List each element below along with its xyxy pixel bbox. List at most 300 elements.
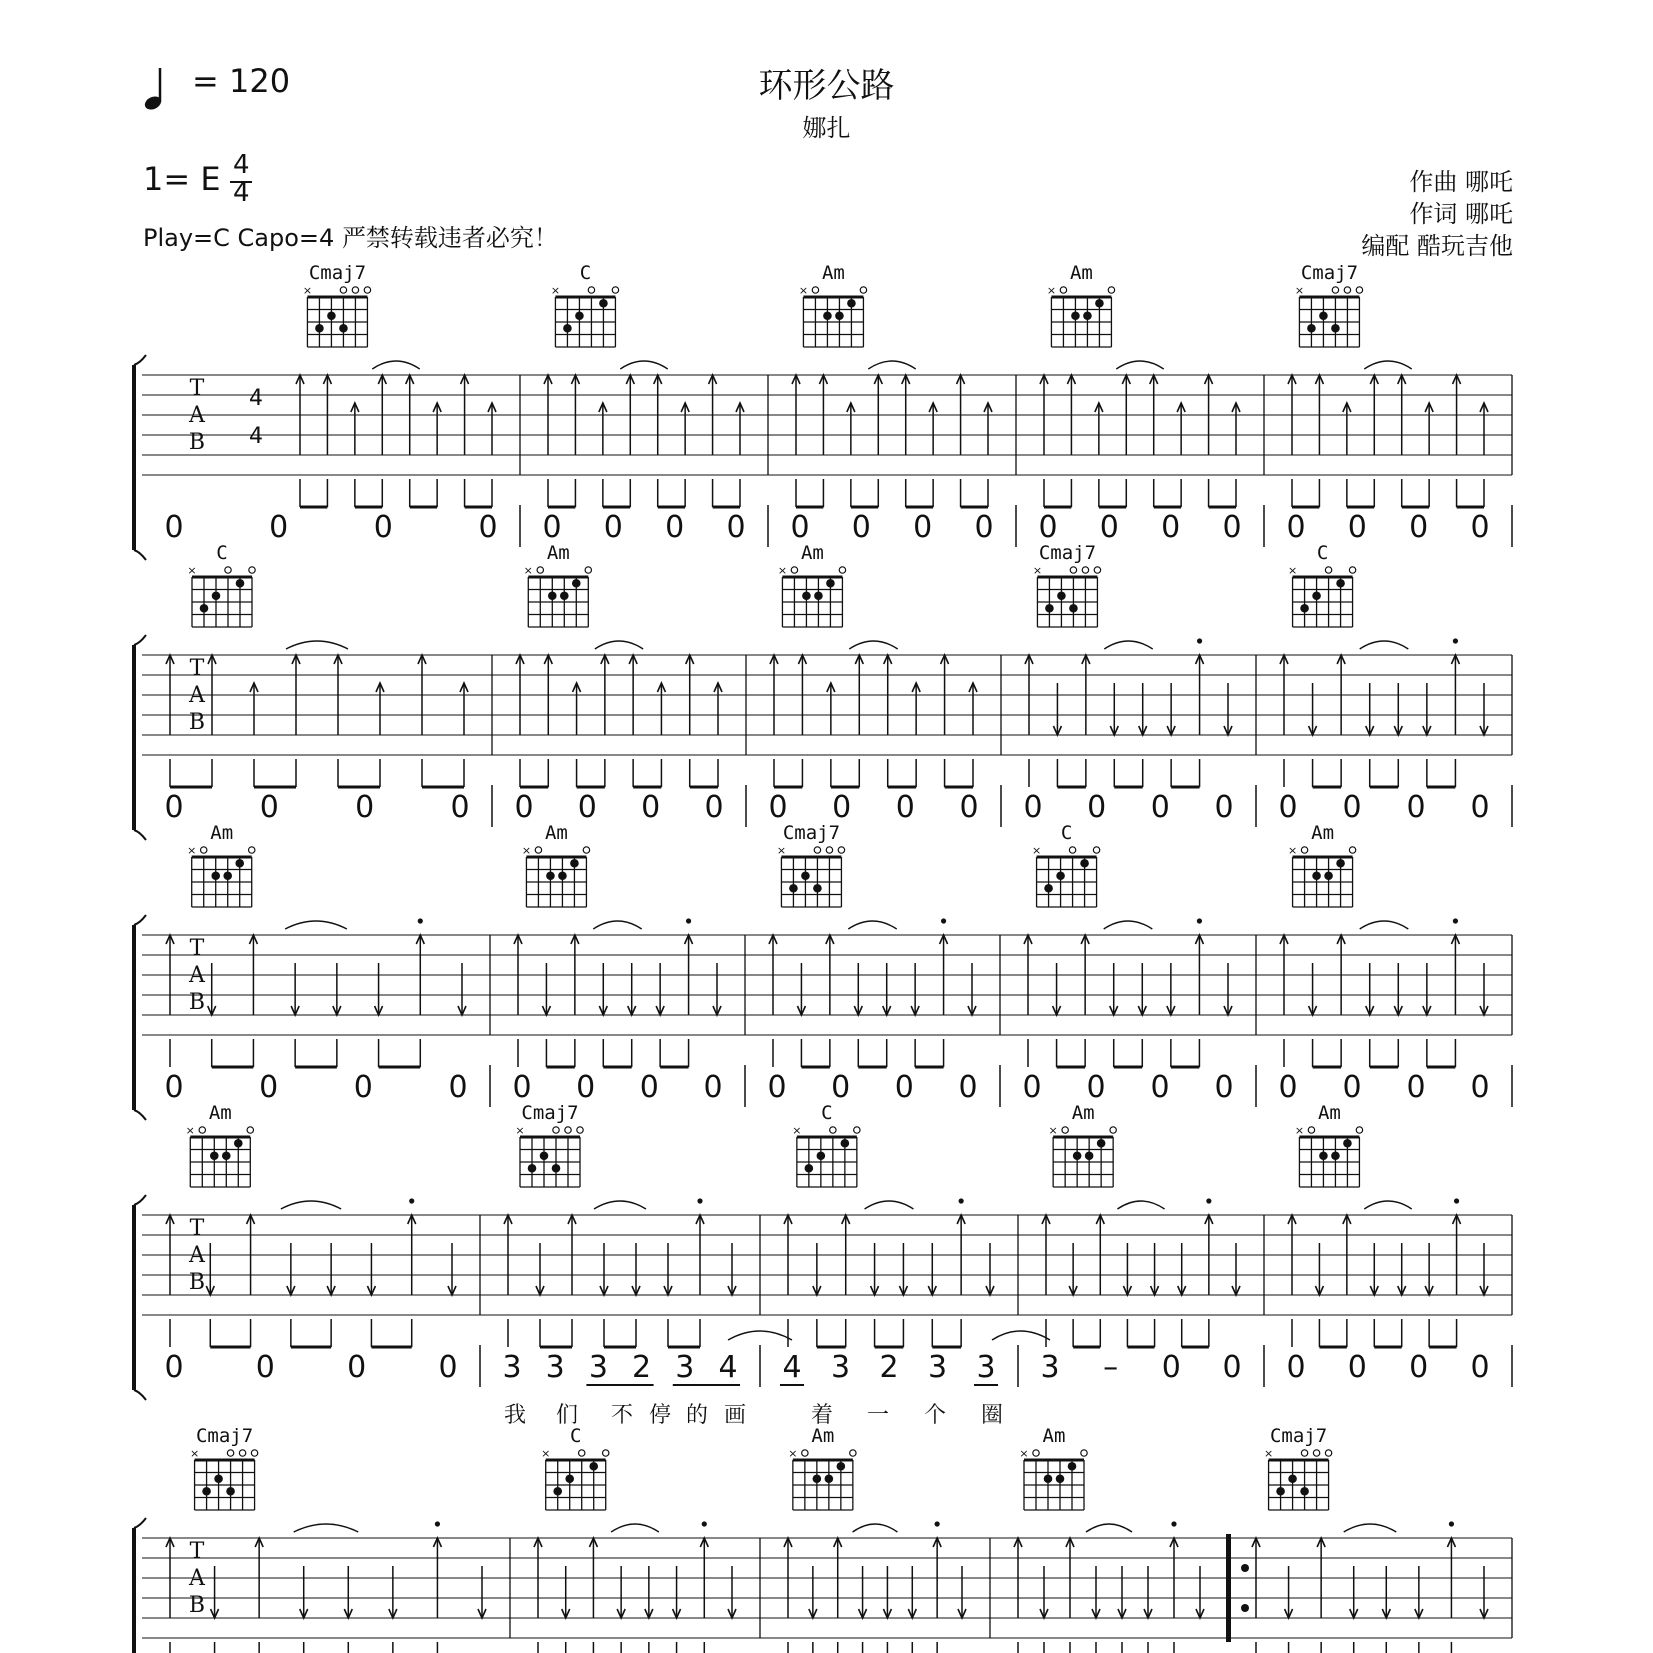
tie-arc: [848, 921, 896, 929]
jianpu-note-3-1-5: 4: [718, 1350, 738, 1385]
jianpu-note-3-1-0: 3: [502, 1350, 522, 1385]
finger-dot-icon: [570, 859, 579, 868]
chord-name-0-4: Cmaj7: [1300, 262, 1359, 284]
open-string-icon: [227, 1450, 233, 1456]
finger-dot-icon: [817, 1151, 826, 1160]
open-string-icon: [802, 1450, 808, 1456]
jianpu-note-2-2-0: 0: [767, 1070, 787, 1105]
tab-clef-letter: T: [189, 376, 205, 401]
finger-dot-icon: [1045, 604, 1054, 613]
mute-string-icon: ×: [788, 1447, 798, 1460]
staccato-dot-icon: [1197, 638, 1202, 643]
mute-string-icon: ×: [777, 564, 788, 577]
tab-clef-letter: B: [188, 710, 206, 735]
tab-clef-letter: A: [189, 1566, 205, 1591]
open-string-icon: [201, 847, 207, 853]
open-string-icon: [1356, 1127, 1362, 1133]
jianpu-note-3-2-2: 2: [879, 1350, 899, 1385]
open-string-icon: [535, 847, 541, 853]
jianpu-note-0-4-1: 0: [1347, 510, 1367, 545]
jianpu-note-0-1-2: 0: [665, 510, 685, 545]
jianpu-note-1-1-2: 0: [641, 790, 661, 825]
finger-dot-icon: [552, 1164, 561, 1173]
open-string-icon: [364, 287, 370, 293]
chord-name-3-1: Cmaj7: [521, 1102, 579, 1124]
chord-name-0-3: Am: [1069, 262, 1093, 284]
finger-dot-icon: [540, 1151, 549, 1160]
jianpu-note-1-1-0: 0: [514, 790, 534, 825]
staccato-dot-icon: [418, 918, 423, 923]
mute-string-icon: ×: [1031, 844, 1042, 857]
tie-arc: [1086, 1524, 1132, 1532]
mute-string-icon: ×: [523, 564, 533, 577]
lyric-char-5: 画: [723, 1403, 747, 1428]
staccato-dot-icon: [686, 918, 691, 923]
finger-dot-icon: [1085, 1151, 1094, 1160]
tie-arc: [1344, 1524, 1397, 1532]
finger-dot-icon: [200, 604, 209, 613]
finger-dot-icon: [1343, 1139, 1352, 1148]
jianpu-note-1-4-0: 0: [1278, 790, 1298, 825]
lyric-char-1: 们: [555, 1403, 579, 1428]
open-string-icon: [352, 287, 358, 293]
tab-clef-letter: A: [189, 683, 205, 708]
open-string-icon: [249, 567, 255, 573]
jianpu-note-3-1-3: 2: [632, 1350, 652, 1385]
chord-name-2-3: C: [1060, 822, 1073, 844]
capo-note: Play=C Capo=4 严禁转载违者必究！: [143, 224, 558, 252]
finger-dot-icon: [236, 579, 245, 588]
jianpu-note-2-2-3: 0: [958, 1070, 978, 1105]
jianpu-note-0-1-1: 0: [603, 510, 623, 545]
jianpu-note-1-0-0: 0: [164, 790, 184, 825]
open-string-icon: [1301, 1450, 1307, 1456]
mute-string-icon: ×: [1287, 564, 1298, 577]
lyric-char-9: 圈: [980, 1403, 1004, 1428]
jianpu-note-2-3-0: 0: [1022, 1070, 1042, 1105]
jianpu-note-3-1-4: 3: [675, 1350, 695, 1385]
jianpu-note-3-0-1: 0: [255, 1350, 275, 1385]
finger-dot-icon: [563, 324, 572, 333]
finger-dot-icon: [560, 591, 569, 600]
tie-arc: [286, 641, 348, 649]
finger-dot-icon: [826, 579, 835, 588]
jianpu-note-0-4-0: 0: [1286, 510, 1306, 545]
lyric-char-3: 停: [648, 1403, 672, 1428]
finger-dot-icon: [222, 1151, 231, 1160]
tie-arc: [594, 1201, 646, 1209]
jianpu-note-2-3-3: 0: [1214, 1070, 1234, 1105]
open-string-icon: [812, 287, 818, 293]
finger-dot-icon: [1073, 1151, 1082, 1160]
jianpu-note-2-4-3: 0: [1470, 1070, 1490, 1105]
open-string-icon: [830, 1127, 836, 1133]
tie-arc: [853, 1524, 898, 1532]
finger-dot-icon: [1095, 299, 1104, 308]
tie-arc: [1104, 921, 1153, 929]
jianpu-note-2-0-1: 0: [259, 1070, 279, 1105]
open-string-icon: [579, 1450, 585, 1456]
key-signature: 1= E: [143, 160, 221, 198]
lyric-char-0: 我: [503, 1403, 527, 1428]
jianpu-note-2-2-2: 0: [894, 1070, 914, 1105]
open-string-icon: [247, 1127, 253, 1133]
staccato-dot-icon: [1454, 1198, 1459, 1203]
lyric-char-2: 不: [610, 1403, 634, 1428]
tie-arc: [1104, 641, 1152, 649]
tab-time-sig-top: 4: [249, 386, 263, 411]
open-string-icon: [838, 847, 844, 853]
lyric-char-6: 着: [810, 1403, 834, 1428]
jianpu-note-2-4-2: 0: [1406, 1070, 1426, 1105]
finger-dot-icon: [575, 311, 584, 320]
open-string-icon: [1356, 287, 1362, 293]
tempo-mark: = 120: [192, 62, 291, 100]
finger-dot-icon: [1276, 1487, 1285, 1496]
lyric-char-7: 一: [866, 1403, 890, 1428]
open-string-icon: [791, 567, 797, 573]
tie-arc: [620, 361, 667, 369]
open-string-icon: [1308, 1127, 1314, 1133]
finger-dot-icon: [1044, 884, 1053, 893]
jianpu-note-1-4-3: 0: [1470, 790, 1490, 825]
jianpu-note-3-4-3: 0: [1470, 1350, 1490, 1385]
jianpu-note-0-3-2: 0: [1161, 510, 1181, 545]
jianpu-note-1-4-2: 0: [1406, 790, 1426, 825]
open-string-icon: [1349, 567, 1355, 573]
mute-string-icon: ×: [302, 284, 313, 297]
lyric-char-8: 个: [923, 1403, 947, 1428]
finger-dot-icon: [1319, 1151, 1328, 1160]
chord-name-4-1: C: [569, 1425, 582, 1447]
jianpu-note-3-1-2: 3: [588, 1350, 608, 1385]
open-string-icon: [251, 1450, 257, 1456]
finger-dot-icon: [1307, 324, 1316, 333]
jianpu-note-2-1-1: 0: [576, 1070, 596, 1105]
tab-clef-letter: B: [188, 430, 206, 455]
staccato-dot-icon: [435, 1521, 440, 1526]
finger-dot-icon: [841, 1139, 850, 1148]
finger-dot-icon: [837, 1462, 846, 1471]
lyric-char-4: 的: [685, 1403, 709, 1428]
finger-dot-icon: [327, 311, 336, 320]
jianpu-note-3-4-2: 0: [1409, 1350, 1429, 1385]
chord-name-4-3: Am: [1042, 1425, 1066, 1447]
mute-string-icon: ×: [1263, 1447, 1274, 1460]
finger-dot-icon: [1288, 1474, 1297, 1483]
tie-arc: [1360, 921, 1409, 929]
jianpu-note-2-3-1: 0: [1086, 1070, 1106, 1105]
tie-arc: [593, 921, 641, 929]
open-string-icon: [1325, 1450, 1331, 1456]
jianpu-note-0-0-1: 0: [269, 510, 289, 545]
open-string-icon: [603, 1450, 609, 1456]
melody-tie-arc: [992, 1331, 1050, 1340]
finger-dot-icon: [1057, 591, 1066, 600]
staccato-dot-icon: [941, 918, 946, 923]
jianpu-note-3-4-1: 0: [1347, 1350, 1367, 1385]
jianpu-note-1-0-1: 0: [259, 790, 279, 825]
jianpu-note-1-1-3: 0: [704, 790, 724, 825]
finger-dot-icon: [1312, 871, 1321, 880]
chord-name-2-2: Cmaj7: [782, 822, 841, 844]
jianpu-note-0-3-1: 0: [1099, 510, 1119, 545]
finger-dot-icon: [214, 1474, 223, 1483]
mute-string-icon: ×: [541, 1447, 551, 1460]
tab-clef-letter: B: [188, 1270, 206, 1295]
mute-string-icon: ×: [1287, 844, 1298, 857]
finger-dot-icon: [847, 299, 856, 308]
jianpu-note-1-3-2: 0: [1150, 790, 1170, 825]
open-string-icon: [1070, 567, 1076, 573]
finger-dot-icon: [1336, 859, 1345, 868]
open-string-icon: [1033, 1450, 1039, 1456]
tie-arc: [285, 921, 347, 929]
open-string-icon: [565, 1127, 571, 1133]
jianpu-note-1-2-1: 0: [832, 790, 852, 825]
song-title: 环形公路: [758, 66, 895, 106]
tab-clef-letter: A: [189, 963, 205, 988]
jianpu-note-0-4-2: 0: [1409, 510, 1429, 545]
open-string-icon: [1110, 1127, 1116, 1133]
finger-dot-icon: [1056, 1474, 1065, 1483]
staccato-dot-icon: [1206, 1198, 1211, 1203]
tie-arc: [1117, 1201, 1164, 1209]
tie-arc: [595, 641, 643, 649]
open-string-icon: [553, 1127, 559, 1133]
jianpu-note-0-0-3: 0: [478, 510, 498, 545]
open-string-icon: [199, 1127, 205, 1133]
jianpu-note-1-3-1: 0: [1087, 790, 1107, 825]
open-string-icon: [1325, 567, 1331, 573]
jianpu-note-2-1-0: 0: [512, 1070, 532, 1105]
tie-arc: [294, 1524, 359, 1532]
jianpu-note-3-3-1: –: [1103, 1350, 1119, 1385]
finger-dot-icon: [1300, 1487, 1309, 1496]
finger-dot-icon: [1097, 1139, 1106, 1148]
tab-clef-letter: B: [188, 1593, 206, 1618]
jianpu-note-3-0-2: 0: [347, 1350, 367, 1385]
finger-dot-icon: [226, 1487, 235, 1496]
jianpu-note-0-2-2: 0: [913, 510, 933, 545]
jianpu-note-0-1-3: 0: [726, 510, 746, 545]
jianpu-note-2-0-3: 0: [448, 1070, 468, 1105]
open-string-icon: [1344, 287, 1350, 293]
tab-clef-letter: T: [189, 656, 205, 681]
mute-string-icon: ×: [798, 284, 809, 297]
open-string-icon: [588, 287, 594, 293]
jianpu-note-3-2-0: 4: [782, 1350, 802, 1385]
jianpu-note-0-3-3: 0: [1222, 510, 1242, 545]
mute-string-icon: ×: [550, 284, 561, 297]
jianpu-note-0-4-3: 0: [1470, 510, 1490, 545]
finger-dot-icon: [589, 1462, 598, 1471]
staccato-dot-icon: [1171, 1521, 1176, 1526]
tie-arc: [1364, 361, 1411, 369]
finger-dot-icon: [801, 871, 810, 880]
mute-string-icon: ×: [776, 844, 787, 857]
open-string-icon: [1094, 567, 1100, 573]
finger-dot-icon: [528, 1164, 537, 1173]
open-string-icon: [839, 567, 845, 573]
open-string-icon: [577, 1127, 583, 1133]
tab-clef-letter: B: [188, 990, 206, 1015]
finger-dot-icon: [825, 1474, 834, 1483]
open-string-icon: [583, 847, 589, 853]
staccato-dot-icon: [697, 1198, 702, 1203]
jianpu-note-2-4-1: 0: [1342, 1070, 1362, 1105]
mute-string-icon: ×: [1294, 284, 1305, 297]
finger-dot-icon: [1336, 579, 1345, 588]
jianpu-note-1-3-0: 0: [1023, 790, 1043, 825]
finger-dot-icon: [802, 591, 811, 600]
finger-dot-icon: [835, 311, 844, 320]
staccato-dot-icon: [702, 1521, 707, 1526]
open-string-icon: [814, 847, 820, 853]
jianpu-note-3-3-0: 3: [1040, 1350, 1060, 1385]
staccato-dot-icon: [959, 1198, 964, 1203]
mute-string-icon: ×: [792, 1124, 802, 1137]
jianpu-note-1-1-1: 0: [577, 790, 597, 825]
jianpu-note-3-3-3: 0: [1222, 1350, 1242, 1385]
open-string-icon: [826, 847, 832, 853]
finger-dot-icon: [235, 859, 244, 868]
tie-arc: [372, 361, 419, 369]
finger-dot-icon: [1080, 859, 1089, 868]
finger-dot-icon: [1044, 1474, 1053, 1483]
finger-dot-icon: [1069, 604, 1078, 613]
chord-name-0-2: Am: [821, 262, 845, 284]
jianpu-note-3-3-2: 0: [1161, 1350, 1181, 1385]
tie-arc: [1360, 641, 1409, 649]
lyricist-credit: 作词 哪吒: [1409, 200, 1513, 228]
finger-dot-icon: [1068, 1462, 1077, 1471]
jianpu-note-3-2-1: 3: [830, 1350, 851, 1385]
chord-name-4-2: Am: [811, 1425, 835, 1447]
chord-name-4-4: Cmaj7: [1269, 1425, 1328, 1447]
open-string-icon: [249, 847, 255, 853]
open-string-icon: [1069, 847, 1075, 853]
finger-dot-icon: [1331, 1151, 1340, 1160]
chord-name-3-2: C: [821, 1102, 833, 1124]
jianpu-note-0-2-0: 0: [790, 510, 810, 545]
chord-name-1-2: Am: [800, 542, 824, 564]
mute-string-icon: ×: [1294, 1124, 1305, 1137]
staccato-dot-icon: [409, 1198, 414, 1203]
mute-string-icon: ×: [185, 1124, 195, 1137]
staccato-dot-icon: [1453, 918, 1458, 923]
finger-dot-icon: [813, 1474, 822, 1483]
mute-string-icon: ×: [187, 844, 197, 857]
tab-clef-letter: A: [189, 403, 205, 428]
jianpu-note-0-0-0: 0: [164, 510, 184, 545]
finger-dot-icon: [805, 1164, 814, 1173]
jianpu-note-1-3-3: 0: [1214, 790, 1234, 825]
jianpu-note-0-1-0: 0: [542, 510, 562, 545]
jianpu-note-2-0-2: 0: [353, 1070, 373, 1105]
repeat-dot-icon: [1241, 1604, 1249, 1612]
tab-clef-letter: A: [189, 1243, 205, 1268]
open-string-icon: [854, 1127, 860, 1133]
mute-string-icon: ×: [189, 1447, 200, 1460]
time-signature-bottom: 4: [233, 178, 250, 208]
finger-dot-icon: [546, 871, 555, 880]
jianpu-note-3-2-3: 3: [927, 1350, 948, 1385]
open-string-icon: [1349, 847, 1355, 853]
mute-string-icon: ×: [1019, 1447, 1029, 1460]
finger-dot-icon: [1071, 311, 1080, 320]
chord-name-1-3: Cmaj7: [1038, 542, 1097, 564]
chord-name-0-0: Cmaj7: [308, 262, 367, 284]
open-string-icon: [585, 567, 591, 573]
finger-dot-icon: [1312, 591, 1321, 600]
finger-dot-icon: [823, 311, 832, 320]
jianpu-note-3-2-4: 3: [976, 1350, 996, 1385]
finger-dot-icon: [339, 324, 348, 333]
finger-dot-icon: [211, 871, 220, 880]
finger-dot-icon: [789, 884, 798, 893]
jianpu-note-1-0-2: 0: [355, 790, 375, 825]
jianpu-note-2-0-0: 0: [164, 1070, 184, 1105]
open-string-icon: [1081, 1450, 1087, 1456]
finger-dot-icon: [599, 299, 608, 308]
chord-name-0-1: C: [579, 262, 592, 284]
open-string-icon: [537, 567, 543, 573]
chord-name-3-3: Am: [1071, 1102, 1095, 1124]
open-string-icon: [850, 1450, 856, 1456]
chord-name-3-4: Am: [1317, 1102, 1341, 1124]
chord-name-4-0: Cmaj7: [195, 1425, 254, 1447]
time-signature-top: 4: [233, 150, 250, 180]
finger-dot-icon: [210, 1151, 219, 1160]
finger-dot-icon: [548, 591, 557, 600]
jianpu-note-2-2-1: 0: [831, 1070, 851, 1105]
open-string-icon: [1108, 287, 1114, 293]
mute-string-icon: ×: [1046, 284, 1057, 297]
jianpu-note-3-1-1: 3: [545, 1350, 565, 1385]
jianpu-note-1-2-3: 0: [959, 790, 979, 825]
chord-name-2-4: Am: [1311, 822, 1335, 844]
tie-arc: [281, 1201, 341, 1209]
finger-dot-icon: [814, 591, 823, 600]
open-string-icon: [1332, 287, 1338, 293]
finger-dot-icon: [1319, 311, 1328, 320]
open-string-icon: [612, 287, 618, 293]
finger-dot-icon: [1300, 604, 1309, 613]
finger-dot-icon: [315, 324, 324, 333]
chord-name-1-0: C: [216, 542, 228, 564]
open-string-icon: [225, 567, 231, 573]
finger-dot-icon: [813, 884, 822, 893]
chord-name-2-0: Am: [210, 822, 234, 844]
finger-dot-icon: [1083, 311, 1092, 320]
finger-dot-icon: [202, 1487, 211, 1496]
mute-string-icon: ×: [521, 844, 532, 857]
open-string-icon: [1301, 847, 1307, 853]
jianpu-note-0-3-0: 0: [1038, 510, 1058, 545]
jianpu-note-3-4-0: 0: [1286, 1350, 1306, 1385]
jianpu-note-1-2-2: 0: [895, 790, 915, 825]
jianpu-note-1-4-1: 0: [1342, 790, 1362, 825]
song-artist: 娜扎: [802, 114, 851, 142]
finger-dot-icon: [572, 579, 581, 588]
jianpu-note-1-2-0: 0: [768, 790, 788, 825]
tie-arc: [1116, 361, 1163, 369]
arranger-credit: 编配 酷玩吉他: [1361, 232, 1513, 260]
finger-dot-icon: [1331, 324, 1340, 333]
staccato-dot-icon: [1453, 638, 1458, 643]
finger-dot-icon: [1324, 871, 1333, 880]
